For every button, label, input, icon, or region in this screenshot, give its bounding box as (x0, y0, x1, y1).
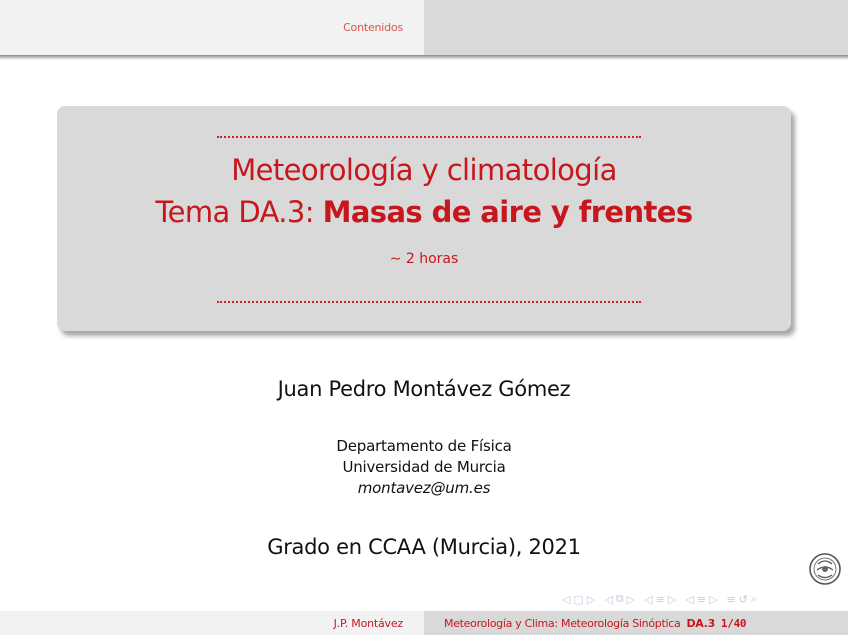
title-dotted-rule-top (217, 136, 641, 138)
nav-next-subsection-icon[interactable]: ▷ (667, 592, 677, 606)
header-bar (0, 0, 848, 55)
nav-prev-section-icon[interactable]: ◁ (604, 592, 613, 606)
institute-block (0, 436, 848, 499)
footer-code: DA.3 (686, 616, 715, 630)
author-email: montavez@um.es (357, 479, 491, 497)
footer-right-panel (424, 611, 848, 635)
nav-undo-icon[interactable]: ↺ (738, 592, 748, 606)
title-line-2 (57, 195, 791, 229)
nav-section-icon[interactable]: ⧉ (615, 592, 624, 605)
beamer-navigation-symbols (562, 591, 757, 607)
header-right-panel (424, 0, 848, 55)
nav-next-frame-icon[interactable]: ▷ (586, 592, 596, 606)
title-duration: ∼ 2 horas (389, 251, 459, 267)
title-line-1: Meteorología y climatología (231, 153, 617, 187)
nav-search-icon[interactable]: ⌕ (750, 592, 758, 605)
author-name: Juan Pedro Montávez Gómez (277, 377, 571, 401)
university: Universidad de Murcia (342, 458, 506, 476)
date-line: Grado en CCAA (Murcia), 2021 (267, 535, 581, 559)
header-shadow (0, 55, 848, 60)
nav-next-slide-icon[interactable]: ▷ (708, 592, 718, 606)
nav-align-icon[interactable]: ≡ (726, 592, 736, 606)
nav-prev-slide-icon[interactable]: ◁ (685, 592, 694, 606)
title-dotted-rule-bottom (217, 301, 641, 303)
footer-bar (0, 611, 848, 635)
footer-page-number: 1/40 (720, 616, 747, 630)
nav-slide-icon[interactable]: ≡ (696, 592, 706, 606)
university-seal-logo (808, 552, 842, 586)
title-prefix: Tema DA.3: (155, 195, 323, 229)
department: Departamento de Física (336, 437, 512, 455)
nav-subsection-icon[interactable]: ≡ (655, 592, 665, 606)
nav-prev-subsection-icon[interactable]: ◁ (644, 592, 653, 606)
header-left-panel (0, 0, 424, 55)
footer-left-panel (0, 611, 424, 635)
footer-title: Meteorología y Clima: Meteorología Sinóptica (444, 616, 681, 630)
nav-first-icon[interactable]: ◁ (562, 592, 571, 606)
nav-next-section-icon[interactable]: ▷ (626, 592, 636, 606)
section-link-contenidos[interactable]: Contenidos (343, 21, 403, 34)
nav-frame-icon[interactable]: ▢ (573, 592, 584, 606)
title-topic: Masas de aire y frentes (322, 195, 693, 229)
title-box (57, 106, 791, 331)
footer-author: J.P. Montávez (333, 616, 403, 630)
